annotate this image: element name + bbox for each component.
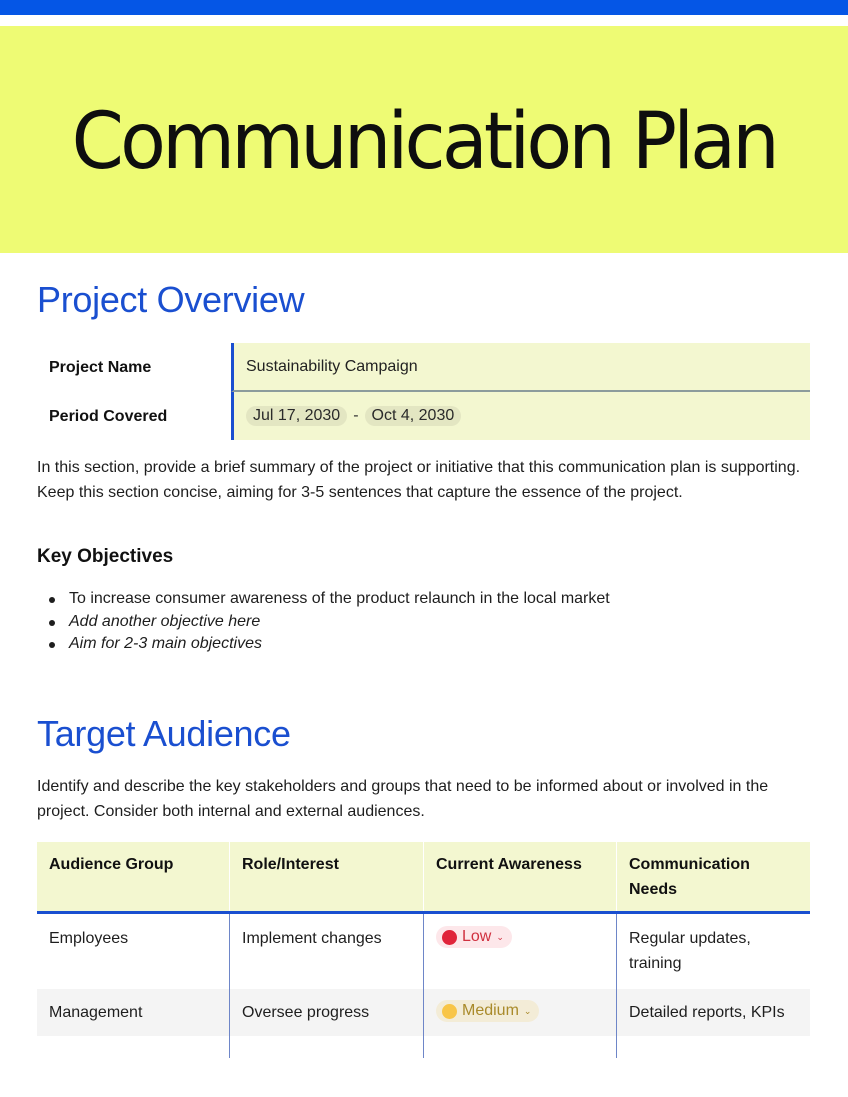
overview-summary: In this section, provide a brief summary of the project or initiative that this communication plan is supporting. Keep this section concise, aiming for 3-5 sentences that capture the essence of the project. (37, 459, 801, 501)
overview-row-period (37, 392, 810, 441)
communication-needs-cell[interactable]: Detailed reports, KPIs (629, 1004, 785, 1021)
status-dot-icon (442, 930, 457, 945)
overview-row-project-name (37, 343, 810, 392)
status-dot-icon (442, 1004, 457, 1019)
audience-table (37, 842, 810, 1058)
awareness-dropdown-medium[interactable] (436, 1000, 539, 1022)
date-separator: - (353, 407, 359, 424)
column-divider (37, 1036, 230, 1058)
role-interest-cell[interactable]: Implement changes (230, 914, 424, 989)
audience-description: Identify and describe the key stakeholders and groups that need to be informed about or involved in the project. Consider both internal and external audiences. (37, 778, 769, 820)
column-divider (424, 1036, 617, 1058)
communication-needs-cell[interactable]: Regular updates, training (629, 930, 751, 972)
period-covered-label: Period Covered (49, 407, 168, 425)
table-row (37, 989, 810, 1036)
project-overview-table (37, 343, 810, 441)
start-date-chip[interactable]: Jul 17, 2030 (246, 406, 347, 426)
end-date-chip[interactable]: Oct 4, 2030 (365, 406, 462, 426)
objective-item: To increase consumer awareness of the product relaunch in the local market (37, 588, 610, 611)
top-accent-bar (0, 0, 848, 15)
section-heading-project-overview: Project Overview (37, 279, 305, 320)
key-objectives-heading: Key Objectives (37, 546, 174, 567)
column-divider (230, 1036, 424, 1058)
awareness-cell (424, 914, 617, 989)
awareness-value: Medium (462, 1002, 519, 1019)
column-header-current-awareness: Current Awareness (424, 842, 617, 911)
role-interest-cell[interactable]: Oversee progress (230, 989, 424, 1036)
page-title: Communication Plan (71, 96, 777, 187)
section-heading-target-audience: Target Audience (37, 713, 291, 754)
objectives-list (37, 588, 610, 656)
project-name-label: Project Name (49, 358, 152, 376)
audience-group-cell[interactable]: Employees (37, 914, 230, 989)
column-header-communication-needs: Communication Needs (629, 856, 750, 898)
table-row (37, 914, 810, 989)
audience-group-cell[interactable]: Management (37, 989, 230, 1036)
chevron-down-icon: ⌄ (496, 932, 504, 942)
title-banner (0, 26, 848, 253)
column-header-audience-group: Audience Group (37, 842, 230, 911)
objective-placeholder-item: Add another objective here (37, 611, 610, 634)
audience-table-header (37, 842, 810, 914)
chevron-down-icon: ⌄ (523, 1006, 532, 1016)
project-name-value[interactable]: Sustainability Campaign (231, 343, 810, 392)
table-column-extension (37, 1036, 810, 1058)
objective-placeholder-item: Aim for 2-3 main objectives (37, 633, 610, 656)
awareness-value: Low (462, 928, 492, 945)
awareness-dropdown-low[interactable] (436, 926, 512, 948)
column-divider (617, 1036, 810, 1058)
column-header-role-interest: Role/Interest (230, 842, 424, 911)
awareness-cell (424, 989, 617, 1036)
period-covered-value (231, 392, 810, 440)
